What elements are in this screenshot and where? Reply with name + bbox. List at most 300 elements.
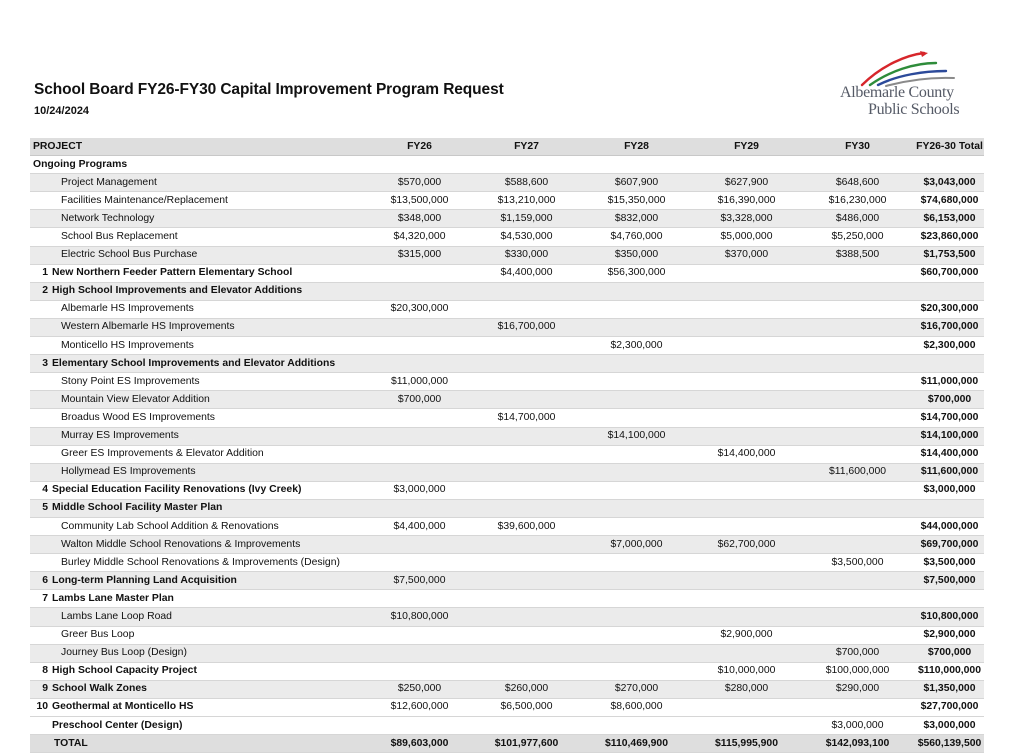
amount-fy27: $4,530,000 [473,228,580,246]
table-row [30,174,984,192]
amount-fy27 [473,608,580,626]
project-cell [30,536,366,554]
project-name: Stony Point ES Improvements [61,375,200,387]
amount-total: $11,000,000 [915,373,984,391]
project-name: Ongoing Programs [33,158,128,170]
table-row [30,192,984,210]
project-name: School Walk Zones [52,683,147,695]
amount-fy29 [693,499,800,517]
project-cell [30,481,366,499]
logo-line-2: Public Schools [868,101,960,118]
amount-fy26 [366,445,473,463]
table-row [30,409,984,427]
table-row [30,282,984,300]
amount-fy27 [473,282,580,300]
amount-fy27 [473,337,580,355]
amount-fy28 [580,318,693,336]
project-cell [30,300,366,318]
table-row [30,445,984,463]
table-row [30,246,984,264]
amount-fy29: $370,000 [693,246,800,264]
amount-fy29 [693,300,800,318]
project-name: Lambs Lane Loop Road [61,610,172,622]
amount-fy27 [473,536,580,554]
project-name: Community Lab School Addition & Renovations [61,520,279,532]
table-row [30,517,984,535]
project-cell [30,499,366,517]
table-row [30,355,984,373]
project-cell [30,662,366,680]
table-row [30,391,984,409]
amount-total: $3,500,000 [915,554,984,572]
amount-total: $16,700,000 [915,318,984,336]
project-number: 9 [42,683,48,695]
project-name: High School Improvements and Elevator Additions [52,285,303,297]
amount-fy26 [366,156,473,174]
amount-fy27 [473,427,580,445]
project-name: Mountain View Elevator Addition [61,393,210,405]
project-cell [30,391,366,409]
amount-fy29 [693,264,800,282]
amount-fy30: $3,000,000 [800,717,915,735]
amount-fy30 [800,355,915,373]
project-cell [30,698,366,716]
amount-total: $27,700,000 [915,698,984,716]
amount-fy30: $486,000 [800,210,915,228]
amount-fy28: $8,600,000 [580,698,693,716]
amount-fy27 [473,373,580,391]
project-number: 1 [42,267,48,279]
amount-fy27 [473,156,580,174]
amount-total: $2,300,000 [915,337,984,355]
project-cell [30,282,366,300]
amount-fy30: $290,000 [800,680,915,698]
amount-fy28 [580,572,693,590]
amount-fy27: $1,159,000 [473,210,580,228]
total-grand: $560,139,500 [915,735,984,753]
amount-fy30 [800,517,915,535]
amount-total: $14,100,000 [915,427,984,445]
amount-total [915,282,984,300]
amount-fy28 [580,517,693,535]
amount-fy27: $4,400,000 [473,264,580,282]
table-header-row [30,138,984,156]
amount-fy29 [693,608,800,626]
project-name: Preschool Center (Design) [52,719,183,731]
project-number: 10 [36,701,48,713]
amount-total: $3,043,000 [915,174,984,192]
amount-total: $20,300,000 [915,300,984,318]
amount-fy26 [366,264,473,282]
amount-fy29 [693,517,800,535]
amount-fy29: $280,000 [693,680,800,698]
amount-fy29 [693,590,800,608]
project-cell [30,373,366,391]
amount-fy27 [473,662,580,680]
amount-fy26 [366,282,473,300]
project-name: Monticello HS Improvements [61,339,194,351]
project-name: Elementary School Improvements and Elevator Additions [52,357,336,369]
amount-fy27: $14,700,000 [473,409,580,427]
amount-fy29: $627,900 [693,174,800,192]
amount-fy30 [800,481,915,499]
amount-fy30 [800,427,915,445]
project-name: Murray ES Improvements [61,430,179,442]
table-row [30,698,984,716]
amount-fy30 [800,391,915,409]
amount-fy26 [366,536,473,554]
amount-fy27 [473,626,580,644]
amount-fy26 [366,318,473,336]
amount-total: $3,000,000 [915,717,984,735]
table-row [30,373,984,391]
column-header-fy27: FY27 [473,138,580,156]
amount-total: $700,000 [915,644,984,662]
amount-fy30 [800,572,915,590]
total-fy30: $142,093,100 [800,735,915,753]
amount-fy28: $56,300,000 [580,264,693,282]
project-cell [30,264,366,282]
amount-fy30: $100,000,000 [800,662,915,680]
project-cell [30,644,366,662]
table-row [30,264,984,282]
amount-fy30 [800,590,915,608]
amount-total: $74,680,000 [915,192,984,210]
project-cell [30,246,366,264]
project-number: 5 [42,502,48,514]
project-name: Albemarle HS Improvements [61,303,194,315]
project-number: 8 [42,665,48,677]
amount-fy28: $350,000 [580,246,693,264]
amount-fy29 [693,698,800,716]
amount-fy29: $14,400,000 [693,445,800,463]
amount-fy29: $2,900,000 [693,626,800,644]
amount-fy26: $20,300,000 [366,300,473,318]
amount-fy27: $6,500,000 [473,698,580,716]
project-cell [30,228,366,246]
table-row [30,626,984,644]
amount-total: $7,500,000 [915,572,984,590]
amount-fy30 [800,536,915,554]
amount-fy28 [580,156,693,174]
amount-fy30: $648,600 [800,174,915,192]
project-number: 3 [42,357,48,369]
amount-fy29 [693,554,800,572]
table-row [30,572,984,590]
project-name: New Northern Feeder Pattern Elementary School [52,267,293,279]
amount-fy29: $5,000,000 [693,228,800,246]
project-cell [30,626,366,644]
amount-fy30 [800,264,915,282]
amount-fy28 [580,481,693,499]
amount-fy27 [473,554,580,572]
amount-fy26 [366,626,473,644]
project-name: Walton Middle School Renovations & Improvements [61,538,301,550]
amount-fy30 [800,373,915,391]
amount-fy26 [366,554,473,572]
amount-fy28: $7,000,000 [580,536,693,554]
amount-fy26: $7,500,000 [366,572,473,590]
amount-fy29: $10,000,000 [693,662,800,680]
amount-fy27 [473,300,580,318]
amount-fy28 [580,499,693,517]
amount-fy29 [693,337,800,355]
table-row [30,662,984,680]
project-cell [30,680,366,698]
project-name: Special Education Facility Renovations (Ivy Creek) [52,484,302,496]
amount-total: $23,860,000 [915,228,984,246]
amount-fy27: $588,600 [473,174,580,192]
amount-fy29 [693,409,800,427]
project-cell [30,572,366,590]
amount-total: $1,753,500 [915,246,984,264]
amount-fy30 [800,156,915,174]
amount-fy30 [800,300,915,318]
amount-fy29 [693,427,800,445]
amount-fy27 [473,644,580,662]
project-cell [30,174,366,192]
amount-fy28: $4,760,000 [580,228,693,246]
project-name: Network Technology [61,212,155,224]
amount-total: $700,000 [915,391,984,409]
amount-fy29 [693,156,800,174]
project-number: 2 [42,285,48,297]
table-row [30,608,984,626]
column-header-fy30: FY30 [800,138,915,156]
column-header-project: PROJECT [30,138,366,156]
amount-fy28 [580,409,693,427]
amount-fy27 [473,590,580,608]
column-header-fy26: FY26 [366,138,473,156]
amount-fy28 [580,717,693,735]
column-header-fy29: FY29 [693,138,800,156]
project-name: Western Albemarle HS Improvements [61,321,235,333]
project-cell [30,192,366,210]
amount-fy26: $3,000,000 [366,481,473,499]
amount-fy26 [366,717,473,735]
amount-fy26: $11,000,000 [366,373,473,391]
amount-fy30: $16,230,000 [800,192,915,210]
document-title: School Board FY26-FY30 Capital Improvement Program Request [34,81,504,98]
project-name: Broadus Wood ES Improvements [61,411,216,423]
amount-total: $11,600,000 [915,463,984,481]
capital-improvement-table [30,138,984,753]
project-cell [30,409,366,427]
amount-fy30: $3,500,000 [800,554,915,572]
amount-fy30 [800,499,915,517]
amount-fy28: $15,350,000 [580,192,693,210]
project-number: 7 [42,592,48,604]
amount-fy27 [473,499,580,517]
amount-total [915,156,984,174]
project-name: Greer ES Improvements & Elevator Addition [61,448,264,460]
amount-fy30: $11,600,000 [800,463,915,481]
amount-fy29: $62,700,000 [693,536,800,554]
project-cell [30,717,366,735]
table-row [30,680,984,698]
project-name: Middle School Facility Master Plan [52,502,223,514]
project-name: Hollymead ES Improvements [61,466,196,478]
amount-total [915,590,984,608]
total-fy29: $115,995,900 [693,735,800,753]
amount-fy26 [366,644,473,662]
amount-fy30 [800,626,915,644]
logo-swoosh-icon [832,47,982,87]
table-row [30,536,984,554]
amount-fy26 [366,355,473,373]
amount-total [915,355,984,373]
amount-fy28 [580,355,693,373]
amount-fy27: $260,000 [473,680,580,698]
amount-fy28 [580,373,693,391]
project-name: Project Management [61,176,157,188]
table-row [30,156,984,174]
project-number: 4 [42,484,48,496]
albemarle-county-public-schools-logo [832,47,982,121]
amount-fy28 [580,626,693,644]
amount-fy29 [693,391,800,409]
amount-fy26: $12,600,000 [366,698,473,716]
amount-total: $60,700,000 [915,264,984,282]
amount-fy26: $4,400,000 [366,517,473,535]
project-cell [30,554,366,572]
project-name: Journey Bus Loop (Design) [61,647,187,659]
project-number: 6 [42,574,48,586]
total-label: TOTAL [30,735,366,753]
amount-fy30 [800,608,915,626]
project-cell [30,355,366,373]
amount-fy28 [580,282,693,300]
amount-fy26: $4,320,000 [366,228,473,246]
amount-fy26: $570,000 [366,174,473,192]
project-name: High School Capacity Project [52,665,197,677]
amount-fy26: $13,500,000 [366,192,473,210]
amount-fy28 [580,608,693,626]
amount-fy28 [580,644,693,662]
amount-fy27: $330,000 [473,246,580,264]
project-name: Facilities Maintenance/Replacement [61,194,228,206]
amount-fy30 [800,318,915,336]
amount-fy28: $14,100,000 [580,427,693,445]
project-name: Long-term Planning Land Acquisition [52,574,237,586]
table-row [30,554,984,572]
amount-fy27 [473,481,580,499]
amount-fy27: $13,210,000 [473,192,580,210]
amount-fy30: $5,250,000 [800,228,915,246]
amount-fy26: $348,000 [366,210,473,228]
column-header-fy28: FY28 [580,138,693,156]
amount-fy26 [366,427,473,445]
project-cell [30,463,366,481]
project-cell [30,318,366,336]
project-name: School Bus Replacement [61,231,178,243]
project-cell [30,337,366,355]
amount-fy28 [580,300,693,318]
total-fy28: $110,469,900 [580,735,693,753]
project-cell [30,156,366,174]
amount-fy30: $388,500 [800,246,915,264]
project-cell [30,608,366,626]
project-name: Burley Middle School Renovations & Improvements (Design) [61,556,340,568]
amount-fy26: $315,000 [366,246,473,264]
project-name: Greer Bus Loop [61,629,135,641]
amount-fy30 [800,445,915,463]
amount-fy26 [366,409,473,427]
total-fy26: $89,603,000 [366,735,473,753]
amount-fy28 [580,463,693,481]
amount-fy29 [693,282,800,300]
amount-fy28 [580,590,693,608]
table-row [30,590,984,608]
amount-fy26 [366,337,473,355]
amount-fy29 [693,481,800,499]
amount-fy29 [693,373,800,391]
table-row [30,717,984,735]
amount-total: $10,800,000 [915,608,984,626]
amount-total: $1,350,000 [915,680,984,698]
project-cell [30,590,366,608]
total-fy27: $101,977,600 [473,735,580,753]
amount-fy27 [473,391,580,409]
amount-fy28 [580,445,693,463]
amount-fy29 [693,463,800,481]
amount-fy26: $250,000 [366,680,473,698]
project-name: Geothermal at Monticello HS [52,701,194,713]
amount-fy28: $607,900 [580,174,693,192]
amount-fy28 [580,554,693,572]
project-name: Electric School Bus Purchase [61,249,198,261]
table-row [30,300,984,318]
amount-fy29 [693,572,800,590]
amount-fy26 [366,499,473,517]
total-row [30,735,984,753]
amount-fy29: $3,328,000 [693,210,800,228]
table-row [30,481,984,499]
table-row [30,427,984,445]
table-row [30,463,984,481]
table-row [30,228,984,246]
amount-fy27 [473,445,580,463]
table-row [30,644,984,662]
project-name: Lambs Lane Master Plan [52,592,174,604]
amount-total: $14,400,000 [915,445,984,463]
amount-fy28: $270,000 [580,680,693,698]
amount-fy30: $700,000 [800,644,915,662]
amount-fy30 [800,282,915,300]
amount-fy29 [693,355,800,373]
amount-fy27 [473,717,580,735]
amount-fy27 [473,355,580,373]
amount-fy26 [366,662,473,680]
table-row [30,499,984,517]
amount-fy29 [693,644,800,662]
amount-total [915,499,984,517]
amount-fy28 [580,662,693,680]
project-cell [30,445,366,463]
amount-total: $110,000,000 [915,662,984,680]
table-body [30,156,984,735]
column-header-total: FY26-30 Total [915,138,984,156]
amount-total: $6,153,000 [915,210,984,228]
amount-total: $3,000,000 [915,481,984,499]
amount-fy30 [800,698,915,716]
amount-fy30 [800,337,915,355]
amount-total: $69,700,000 [915,536,984,554]
table-row [30,318,984,336]
amount-fy27: $39,600,000 [473,517,580,535]
amount-fy27 [473,572,580,590]
table-row [30,210,984,228]
